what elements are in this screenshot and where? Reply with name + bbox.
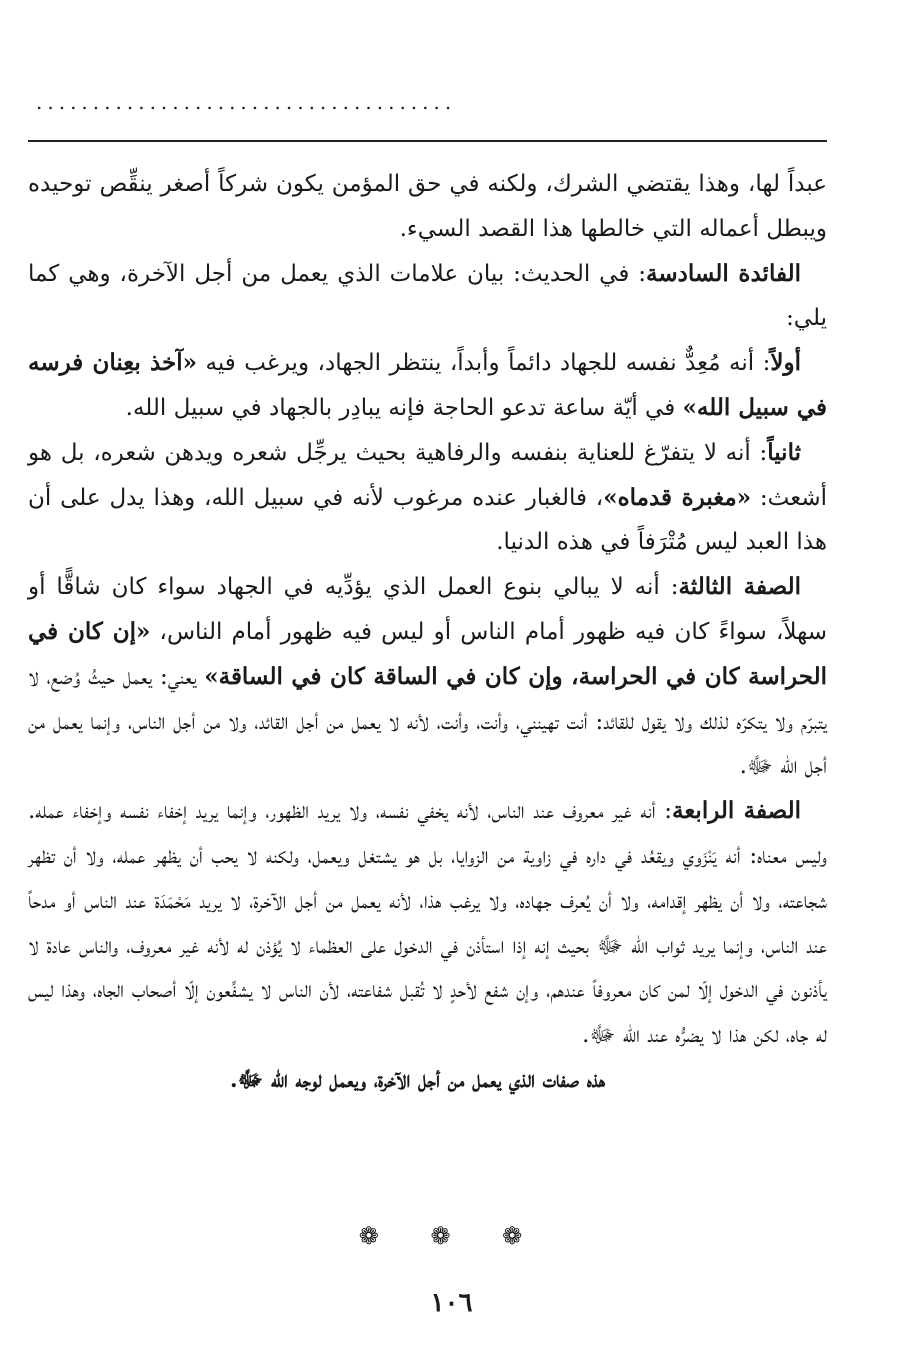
paragraph-p2 bbox=[28, 252, 827, 342]
paragraph-p3 bbox=[28, 341, 827, 431]
bold-text-segment: «آخذ بعِنان فرسه في سبيل الله» bbox=[28, 349, 827, 421]
text-segment: : أنه لا يبالي بنوع العمل الذي يؤدِّيه في الجهاد سواء كان شاقًّا أو سهلاً، سواءً كان فيه ظهور أمام الناس أو ليس فيه ظهور أمام الناس، bbox=[28, 574, 828, 645]
paragraph-p1 bbox=[28, 162, 827, 252]
closing-statement: هذه صفات الذي يعمل من أجل الآخرة، ويعمل لوجه الله ﷻ. bbox=[229, 1066, 606, 1093]
text-segment: ، فالغبار عنده مرغوب لأنه في سبيل الله، وهذا يدل على أن هذا العبد ليس مُتْرَفاً في هذه الدنيا. bbox=[28, 484, 827, 556]
header-rule bbox=[28, 140, 827, 142]
text-segment: : أنه لا يتفرّغ للعناية بنفسه والرفاهية بحيث يرجِّل شعره ويدهن شعره، بل هو أشعث: bbox=[28, 439, 828, 511]
bold-text-segment: «مغبرة قدماه» bbox=[603, 483, 752, 511]
bold-text-segment: الصفة الثالثة bbox=[678, 573, 801, 601]
text-segment: عبداً لها، وهذا يقتضي الشرك، ولكنه في حق المؤمن يكون شركاً أصغر ينقِّص توحيده ويبطل أعماله التي خالطها هذا القصد السيء. bbox=[28, 171, 827, 242]
bold-text-segment: ثانياً bbox=[767, 438, 801, 466]
paragraph-p4 bbox=[28, 431, 827, 565]
paragraph-p6 bbox=[28, 789, 827, 1058]
paragraph-p5 bbox=[28, 565, 827, 789]
bold-text-segment: الصفة الرابعة bbox=[672, 797, 801, 825]
page-body bbox=[28, 162, 827, 1102]
text-segment: يعني: يعمل حيثُ وُضع، لا يتبرّم ولا يتكرّه لذلك ولا يقول للقائد: أنت تهينني، وأنت، وأنت، لأنه لا يعمل من أجل القائد، ولا من أجل الناس، وإنما يعمل من أجل الله ﷻ. bbox=[28, 663, 828, 780]
text-segment: : أنه مُعِدٌّ نفسه للجهاد دائماً وأبداً، ينتظر الجهاد، ويرغب فيه bbox=[197, 350, 771, 377]
bold-text-segment: الفائدة السادسة bbox=[646, 259, 801, 287]
header-dotted-line: ..................................... bbox=[36, 92, 457, 112]
page-number: ١٠٦ bbox=[430, 1288, 473, 1318]
bold-text-segment: «إن كان في الحراسة كان في الحراسة، وإن كان في الساقة كان في الساقة» bbox=[28, 617, 827, 690]
text-segment: : أنه غير معروف عند الناس، لأنه يخفي نفسه، ولا يريد الظهور، وإنما يريد إخفاء نفسه وإخفاء عمله. وليس معناه: أنه يَنْزَوي ويقعُد في داره في زاوية من الزوايا، بل هو يشتغل ويعمل، ولكنه لا يحب أن يظهر عمله، ولا أن تظهر شجاعته، ولا أن يظهر إقدامه، ولا أن يُعرف جهاده، ولا يرغب هذا، لأنه يعمل من أجل الآخرة، لا يريد مَحْمَدَة عند الناس أو مدحاً عند الناس، وإنما يريد ثواب الله ﷻ بحيث إنه إذا استأذن في الدخول على العظماء لا يُؤذن له لأنه غير معروف، والناس عادة لا يأذنون في الدخول إلّا لمن كان معروفاً عندهم، وإن شفع لأحدٍ لا تُقبل شفاعته، لأن الناس لا يشفِّعون إلّا أصحاب الجاه، وهذا ليس له جاه، لكن هذا لا يضرُّه عند الله ﷻ. bbox=[28, 798, 828, 1049]
bold-text-segment: أولاً bbox=[770, 349, 802, 377]
text-segment: في أيّة ساعة تدعو الحاجة فإنه يبادِر بالجهاد في سبيل الله. bbox=[125, 394, 683, 421]
paragraph-list bbox=[28, 162, 827, 1058]
ornament-divider: ❁ ❁ ❁ bbox=[358, 1222, 545, 1250]
text-segment: : في الحديث: بيان علامات الذي يعمل من أجل الآخرة، وهي كما يلي: bbox=[28, 260, 827, 332]
